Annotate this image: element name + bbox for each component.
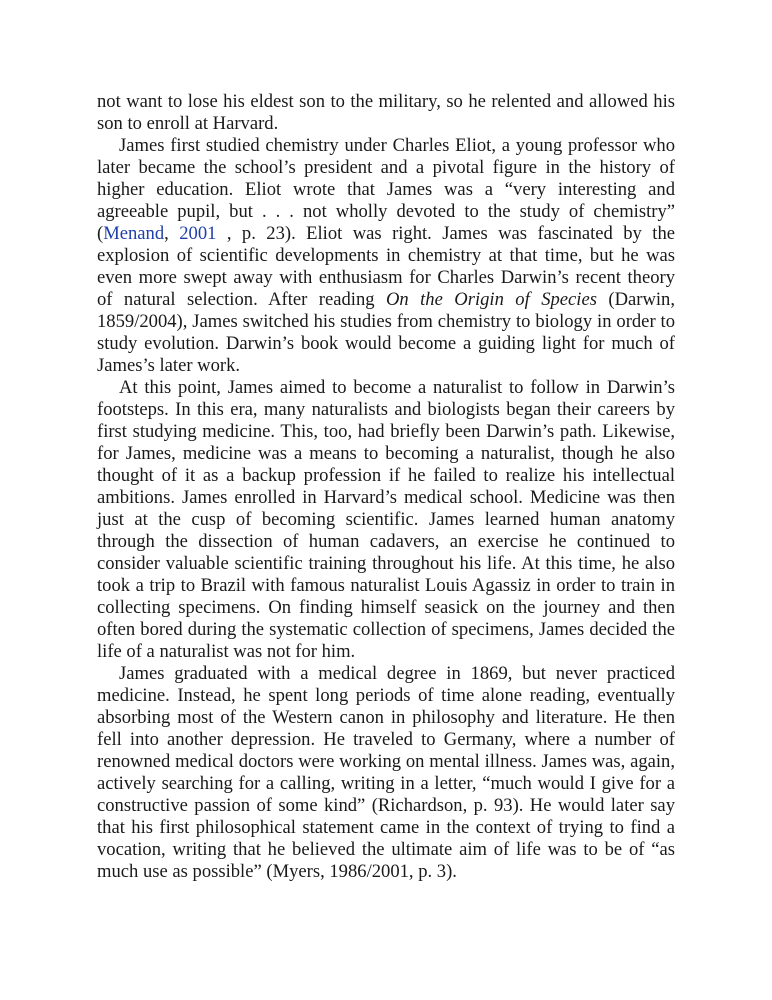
document-page [97,91,675,883]
citation-link-2001[interactable]: 2001 [179,223,217,244]
paragraph-2 [97,135,675,377]
paragraph-2-text-c: (Darwin, 1859/2004), James switched his studies from chemistry to biology in order to study evolution. Darwin’s book would become a guiding light for much of James’s later work. [97,289,675,376]
paragraph-4: James graduated with a medical degree in 1869, but never practiced medicine. Instead, he spent long periods of time alone reading, eventually absorbing most of the Western canon in philosophy and literature. He then fell into another depression. He traveled to Germany, where a number of renowned medical doctors were working on mental illness. James was, again, actively searching for a calling, writing in a letter, “much would I give for a constructive passion of some kind” (Richardson, p. 93). He would later say that his first philosophical statement came in the context of trying to find a vocation, writing that he believed the ultimate aim of life was to be of “as much use as possible” (Myers, 1986/2001, p. 3). [97,663,675,882]
citation-link-menand[interactable]: Menand [103,223,165,244]
paragraph-3: At this point, James aimed to become a naturalist to follow in Darwin’s footsteps. In this era, many naturalists and biologists began their careers by first studying medicine. This, too, had briefly been Darwin’s path. Likewise, for James, medicine was a means to becoming a naturalist, though he also thought of it as a backup profession if he failed to realize his intellectual ambitions. James enrolled in Harvard’s medical school. Medicine was then just at the cusp of becoming scientific. James learned human anatomy through the dissection of human cadavers, an exercise he continued to consider valuable scientific training throughout his life. At this time, he also took a trip to Brazil with famous naturalist Louis Agassiz in order to train in collecting specimens. On finding himself seasick on the journey and then often bored during the systematic collection of specimens, James decided the life of a naturalist was not for him. [97,377,675,662]
paragraph-1: not want to lose his eldest son to the military, so he relented and allowed his son to enroll at Harvard. [97,91,675,134]
book-title-origin-of-species: On the Origin of Species [385,289,597,310]
paragraph-2-text-a: James first studied chemistry under Charles Eliot, a young professor who later became the school’s president and a pivotal figure in the history of higher education. Eliot wrote that James was a “very interesting and agreeable pupil, but . . . not wholly devoted to the study of chemistry” ( [97,135,675,244]
paragraph-2-text-b: , p. 23). Eliot was right. James was fascinated by the explosion of scientific developments in chemistry at that time, but he was even more swept away with enthusiasm for Charles Darwin’s recent theory of natural selection. After reading [97,223,675,310]
citation-separator: , [164,223,180,244]
